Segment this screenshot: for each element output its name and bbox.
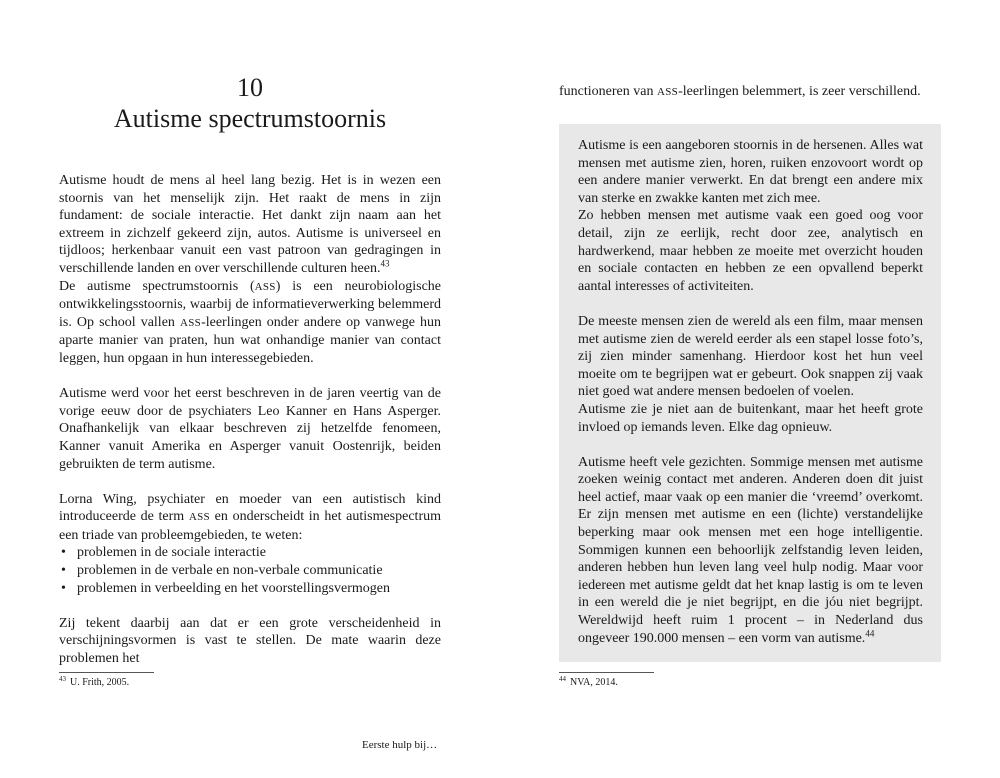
info-box	[559, 124, 941, 662]
list-item: • problemen in de verbale en non-verbale communicatie	[59, 562, 441, 580]
footnote-rule	[559, 672, 654, 673]
box-paragraph: Zo hebben mensen met autisme vaak een goed oog voor detail, zijn ze eerlijk, recht door zee, analytisch en hardwerkend, maar hebben ze moeite met overzicht houden en sociale contacten en hebben ze een opvallend beperkt aantal interesses of activiteiten.	[578, 208, 923, 294]
box-paragraph: Autisme is een aangeboren stoornis in de hersenen. Alles wat mensen met autisme zien, horen, ruiken enzovoort wordt op een andere manier verwerkt. En dat brengt een andere mix van sterke en zwakke kanten met zich mee.	[578, 138, 923, 206]
paragraph-definition: De autisme spectrumstoornis (ASS) is een neurobiologische ontwikkelingsstoornis, waarbij de informatieverwerking belemmerd is. Op school vallen ASS-leerlingen onder andere op vanwege hun aparte manier van praten, hun wat onhandige manier van contact leggen, hun opgaan in hun interessegebieden.	[59, 278, 441, 366]
paragraph-intro: Autisme houdt de mens al heel lang bezig. Het is in wezen een stoornis van het menselijk zijn. Het raakt de mens in zijn fundament: de sociale interactie. Het dankt zijn naam aan het extreem in zichzelf gekeerd zijn, autos. Autisme is universeel en tijdloos; herkenbaar vanuit een vast patroon van gedragingen in verschillende landen en over verschillende culturen heen.$^{43}$	[59, 173, 441, 276]
list-item: • problemen in verbeelding en het voorstellingsvermogen	[59, 580, 441, 598]
paragraph-variety: Zij tekent daarbij aan dat er een grote verscheidenheid in verschijningsvormen is vast te stellen. De mate waarin deze problemen het	[59, 615, 441, 667]
footnote-ref-44: 44	[865, 627, 875, 638]
list-item: • problemen in de sociale interactie	[59, 544, 441, 562]
paragraph-history: Autisme werd voor het eerst beschreven in de jaren veertig van de vorige eeuw door de psychiaters Leo Kanner en Hans Asperger. Onafhankelijk van elkaar beschreven zij hetzelfde fenomeen, Kanner vanuit Amerika en Asperger vanuit Oostenrijk, beiden gebruikten de term autisme.	[59, 386, 441, 472]
footnote-44: $^{44}$ NVA, 2014.	[559, 674, 618, 688]
running-footer: Eerste hulp bij…	[362, 739, 438, 751]
footnote-ref-43: 43	[380, 258, 390, 269]
triad-list	[59, 544, 441, 597]
box-paragraph: Autisme heeft vele gezichten. Sommige mensen met autisme zoeken weinig contact met anderen. Anderen doen dit juist heel actief, maar vaak op een manier die ‘vreemd’ overkomt. Er zijn mensen met autisme en een (lichte) verstandelijke beperking maar ook mensen met een hoge intelligentie. Sommigen kunnen een behoorlijk zelfstandig leven leiden, anderen hebben hun leven lang veel hulp nodig. Maar voor iedereen met autisme geldt dat het knap lastig is om te leven in een wereld die je niet begrijpt, en die jóu niet begrijpt. Wereldwijd heeft ruim 1 procent – in Nederland dus ongeveer 190.000 mensen – een vorm van autisme.$^{44}$	[578, 454, 923, 646]
box-paragraph: De meeste mensen zien de wereld als een film, maar mensen met autisme zien de wereld eerder als een stapel losse foto’s, zij zien minder samenhang. Hierdoor kost het hun veel moeite om te begrijpen wat er gebeurt. Ook snappen zij vaak niet goed wat andere mensen bedoelen of voelen.	[578, 313, 923, 400]
chapter-number: 10	[237, 73, 263, 102]
chapter-title: Autisme spectrumstoornis	[113, 104, 387, 133]
box-paragraph: Autisme zie je niet aan de buitenkant, maar het heeft grote invloed op iemands leven. Elke dag opnieuw.	[578, 401, 923, 435]
paragraph-wing: Lorna Wing, psychiater en moeder van een autistisch kind introduceerde de term ASS en onderscheidt in het autismespectrum een triade van probleemgebieden, te weten:	[59, 491, 442, 543]
left-body-text	[59, 172, 441, 668]
footnote-43: $^{43}$ U. Frith, 2005.	[59, 674, 130, 688]
continued-text: functioneren van ASS-leerlingen belemmert, is zeer verschillend.	[559, 84, 921, 99]
footnote-rule	[59, 672, 154, 673]
